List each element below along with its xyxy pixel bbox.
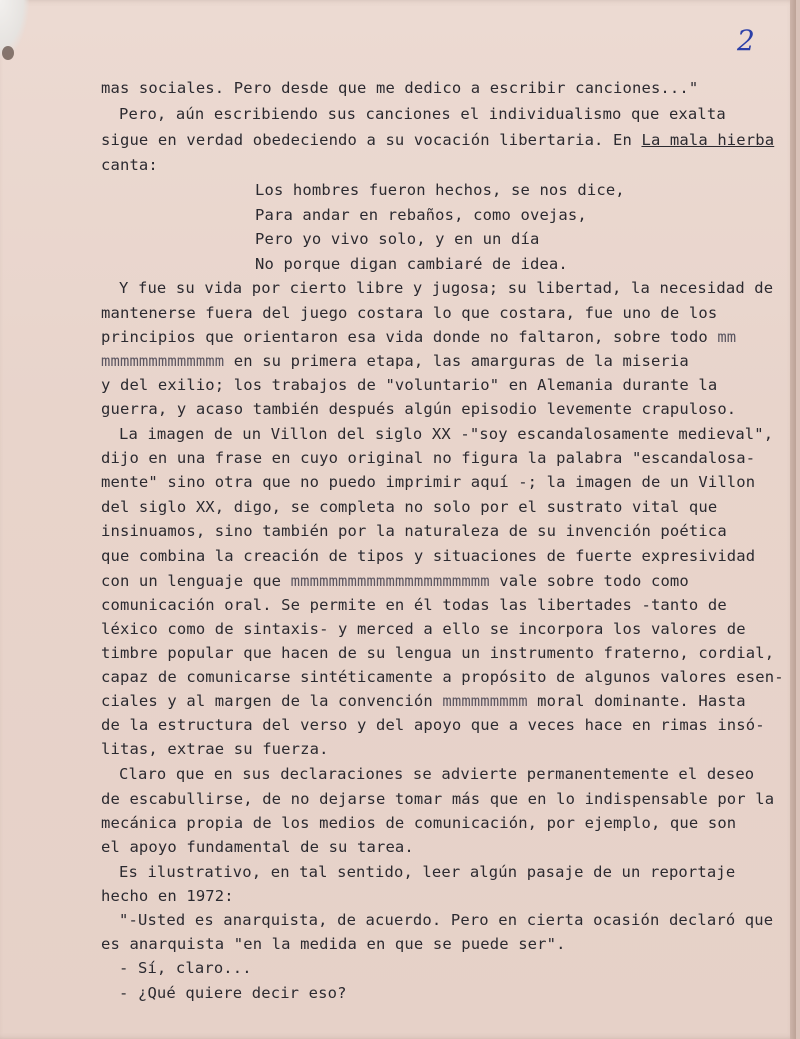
text-line: [119, 862, 735, 882]
text-line: [101, 619, 746, 639]
line-text: mente" sino otra que no puedo imprimir aquí -; la imagen de un Villon: [101, 473, 756, 491]
text-line: [101, 351, 689, 371]
line-text: No porque digan cambiaré de idea.: [255, 255, 568, 273]
text-line: [101, 327, 736, 347]
poem-line: [255, 180, 625, 200]
text-line: [101, 546, 755, 566]
line-text: La imagen de un Villon del siglo XX -"soy escandalosamente medieval",: [119, 425, 774, 443]
text-line: [101, 375, 717, 395]
line-text: litas, extrae su fuerza.: [101, 740, 329, 758]
line-text: con un lenguaje que: [101, 572, 291, 590]
text-line: [101, 934, 566, 954]
page-number: 2: [737, 24, 755, 57]
text-line: [119, 104, 726, 124]
text-line: [101, 448, 755, 468]
line-text: Los hombres fueron hechos, se nos dice,: [255, 181, 625, 199]
text-line: [101, 813, 736, 833]
text-line: [101, 739, 329, 759]
poem-line: [255, 254, 568, 274]
text-line: [101, 78, 698, 98]
strikeover: mmmmmmmmm: [442, 692, 528, 710]
text-line: [101, 497, 717, 517]
text-line: [101, 643, 774, 663]
text-line: [119, 983, 347, 1003]
line-text: mantenerse fuera del juego costara lo que costara, fue uno de los: [101, 304, 718, 322]
text-line: [101, 130, 774, 150]
line-text: timbre popular que hacen de su lengua un instrumento fraterno, cordial,: [101, 644, 775, 662]
line-text: ciales y al margen de la convención: [101, 692, 443, 710]
text-line: [119, 424, 773, 444]
line-text: moral dominante. Hasta: [527, 692, 746, 710]
line-text: Y fue su vida por cierto libre y jugosa; su libertad, la necesidad de: [119, 279, 774, 297]
page-edge: [790, 0, 796, 1039]
text-line: [101, 571, 689, 591]
line-text: de la estructura del verso y del apoyo que a veces hace en rimas insó-: [101, 716, 765, 734]
text-line: [101, 715, 765, 735]
text-line: [101, 155, 158, 175]
text-line: [119, 764, 754, 784]
text-line: [101, 521, 727, 541]
work-title: La mala hierba: [641, 131, 775, 149]
line-text: en su primera etapa, las amarguras de la miseria: [224, 352, 689, 370]
line-text: - Sí, claro...: [119, 959, 252, 977]
line-text: del siglo XX, digo, se completa no solo por el sustrato vital que: [101, 498, 718, 516]
line-text: "-Usted es anarquista, de acuerdo. Pero en cierta ocasión declaró que: [119, 911, 774, 929]
line-text: vale sobre todo como: [489, 572, 689, 590]
line-text: insinuamos, sino también por la naturaleza de su invención poética: [101, 522, 727, 540]
line-text: guerra, y acaso también después algún episodio levemente crapuloso.: [101, 400, 737, 418]
line-text: dijo en una frase en cuyo original no figura la palabra "escandalosa-: [101, 449, 756, 467]
text-line: [101, 691, 746, 711]
text-line: [101, 399, 736, 419]
line-text: comunicación oral. Se permite en él todas las libertades -tanto de: [101, 596, 727, 614]
line-text: léxico como de sintaxis- y merced a ello se incorpora los valores de: [101, 620, 746, 638]
line-text: y del exilio; los trabajos de "voluntario" en Alemania durante la: [101, 376, 718, 394]
text-line: [101, 886, 234, 906]
line-text: hecho en 1972:: [101, 887, 234, 905]
line-text: mecánica propia de los medios de comunicación, por ejemplo, que son: [101, 814, 737, 832]
strikeover: mmmmmmmmmmmmm: [101, 352, 225, 370]
text-line: [119, 910, 773, 930]
line-text: Para andar en rebaños, como ovejas,: [255, 206, 587, 224]
line-text: capaz de comunicarse sintéticamente a propósito de algunos valores esen-: [101, 668, 784, 686]
text-line: [101, 837, 414, 857]
line-text: mas sociales. Pero desde que me dedico a escribir canciones...": [101, 79, 699, 97]
line-text: Es ilustrativo, en tal sentido, leer algún pasaje de un reportaje: [119, 863, 736, 881]
line-text: canta:: [101, 156, 158, 174]
text-line: [101, 789, 774, 809]
text-line: [119, 958, 252, 978]
line-text: de escabullirse, de no dejarse tomar más que en lo indispensable por la: [101, 790, 775, 808]
line-text: principios que orientaron esa vida donde no faltaron, sobre todo: [101, 328, 718, 346]
strikeover: mm: [717, 328, 737, 346]
line-text: que combina la creación de tipos y situaciones de fuerte expresividad: [101, 547, 756, 565]
line-text: - ¿Qué quiere decir eso?: [119, 984, 347, 1002]
text-line: [101, 595, 727, 615]
strikeover: mmmmmmmmmmmmmmmmmmmmm: [290, 572, 490, 590]
line-text: el apoyo fundamental de su tarea.: [101, 838, 414, 856]
line-text: Pero, aún escribiendo sus canciones el individualismo que exalta: [119, 105, 726, 123]
line-text: Claro que en sus declaraciones se advierte permanentemente el deseo: [119, 765, 755, 783]
text-line: [119, 278, 773, 298]
line-text: Pero yo vivo solo, y en un día: [255, 230, 540, 248]
poem-line: [255, 205, 587, 225]
poem-line: [255, 229, 539, 249]
text-line: [101, 667, 784, 687]
text-line: [101, 472, 755, 492]
text-line: [101, 303, 717, 323]
line-text: sigue en verdad obedeciendo a su vocación libertaria. En: [101, 131, 642, 149]
line-text: es anarquista "en la medida en que se puede ser".: [101, 935, 566, 953]
punch-hole: [2, 46, 14, 60]
